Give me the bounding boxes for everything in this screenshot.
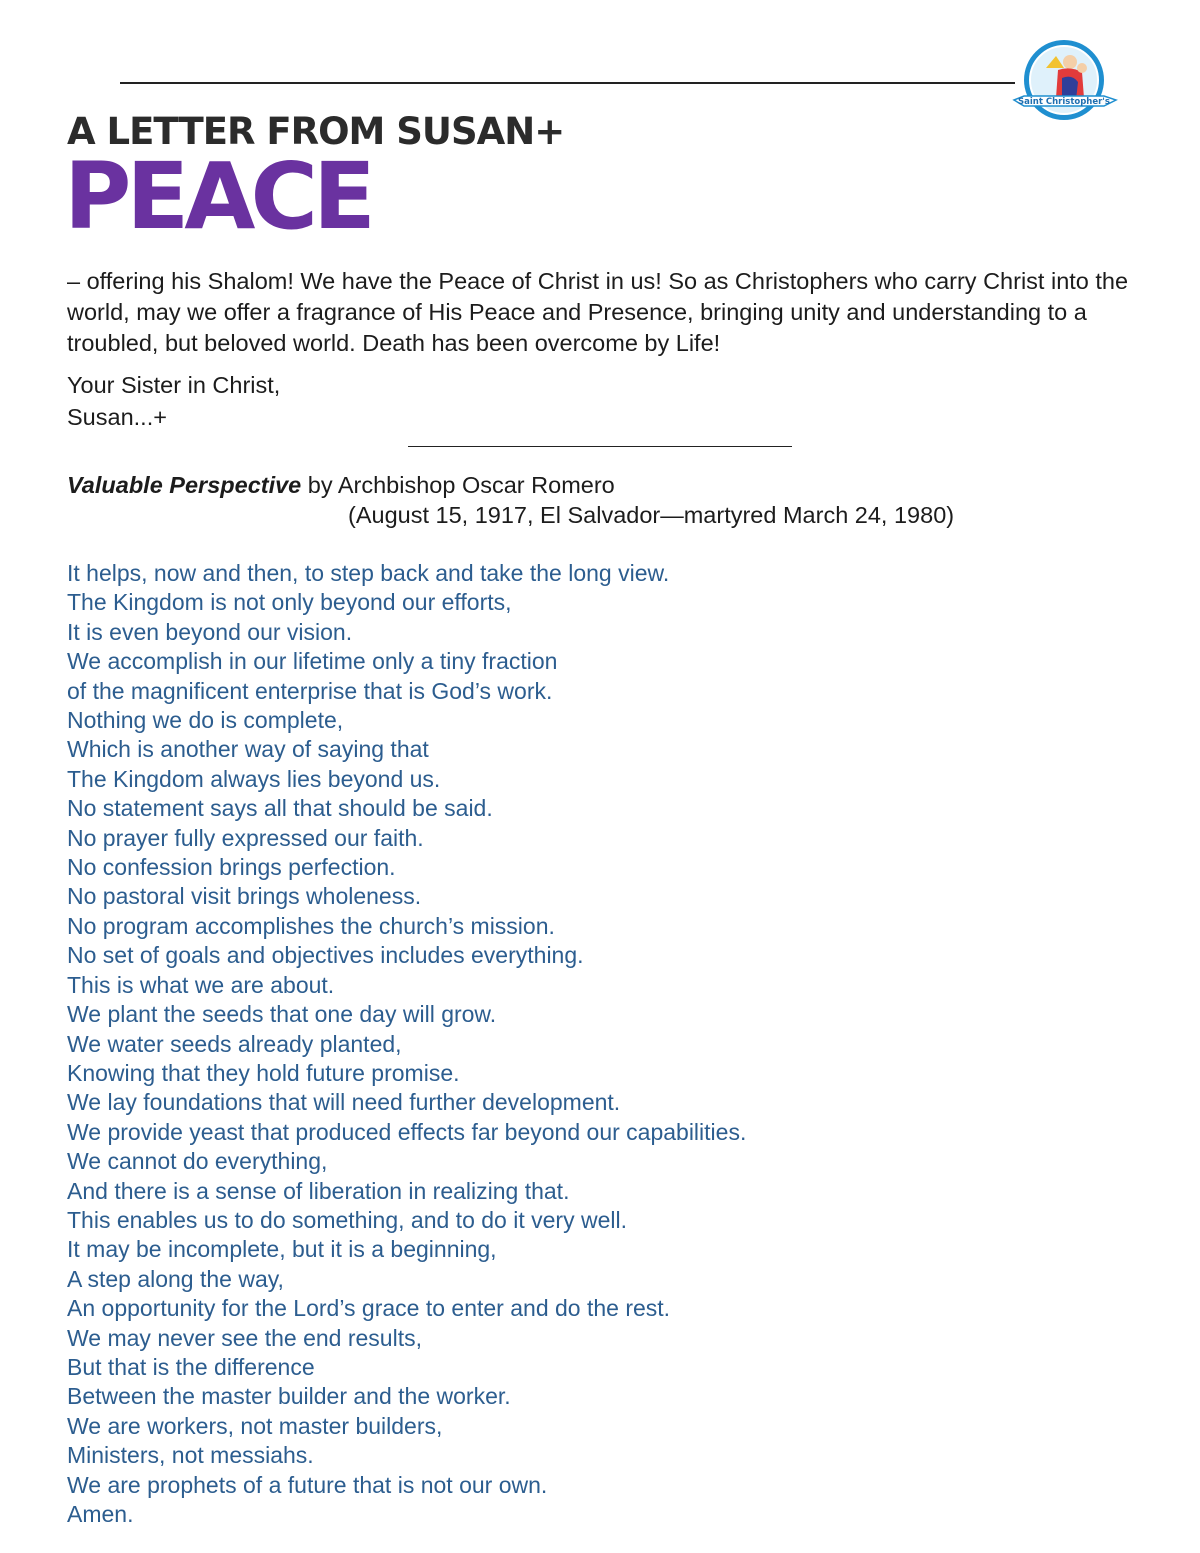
- poem-line: And there is a sense of liberation in realizing that.: [67, 1177, 570, 1204]
- poem-line: No program accomplishes the church’s mission.: [67, 912, 555, 939]
- poem-line: We plant the seeds that one day will grow.: [67, 1001, 497, 1028]
- church-logo: [1012, 38, 1122, 128]
- poem-line: Ministers, not messiahs.: [67, 1442, 314, 1469]
- poem-line: No confession brings perfection.: [67, 854, 396, 881]
- poem-line: We water seeds already planted,: [67, 1030, 402, 1057]
- page-title: PEACE: [64, 143, 371, 250]
- poem-line: An opportunity for the Lord’s grace to enter and do the rest.: [67, 1295, 671, 1322]
- poem-line: We are prophets of a future that is not our own.: [67, 1471, 548, 1498]
- poem-line: We provide yeast that produced effects far beyond our capabilities.: [67, 1118, 747, 1145]
- poem-line: But that is the difference: [67, 1353, 315, 1380]
- poem-line: Nothing we do is complete,: [67, 707, 344, 734]
- poem-line: No prayer fully expressed our faith.: [67, 824, 424, 851]
- poem-line: It helps, now and then, to step back and take the long view.: [67, 560, 670, 586]
- poem-text: [67, 559, 746, 1529]
- section-divider: [408, 446, 792, 447]
- poem-line: We accomplish in our lifetime only a tiny fraction: [67, 648, 558, 675]
- poem-line: No pastoral visit brings wholeness.: [67, 883, 422, 910]
- poem-title: Valuable Perspective: [67, 472, 302, 498]
- letter-paragraph: – offering his Shalom! We have the Peace of Christ in us! So as Christophers who carry Christ into the world, may we offer a fragrance of His Peace and Presence, bringing unity and understanding to a troubled, but beloved world. Death has been overcome by Life!: [67, 268, 1129, 356]
- poem-line: The Kingdom is not only beyond our efforts,: [67, 589, 512, 616]
- poem-line: This is what we are about.: [67, 971, 335, 998]
- closing-line: Your Sister in Christ,: [67, 372, 281, 398]
- poem-line: It may be incomplete, but it is a beginning,: [67, 1236, 497, 1263]
- poem-line: Between the master builder and the worker.: [67, 1383, 511, 1410]
- author-dates: (August 15, 1917, El Salvador—martyred March 24, 1980): [348, 502, 955, 528]
- poem-line: Knowing that they hold future promise.: [67, 1059, 460, 1086]
- header-divider: [120, 82, 1015, 84]
- poem-line: Amen.: [67, 1501, 134, 1527]
- letter-body: [67, 266, 1167, 359]
- poem-line: We may never see the end results,: [67, 1324, 422, 1351]
- poem-line: No statement says all that should be said.: [67, 795, 493, 822]
- signature: Susan...+: [67, 404, 167, 430]
- poem-line: We are workers, not master builders,: [67, 1412, 443, 1439]
- poem-author: by Archbishop Oscar Romero: [301, 472, 615, 498]
- poem-byline: [67, 470, 615, 500]
- poem-line: This enables us to do something, and to do it very well.: [67, 1206, 627, 1233]
- logo-text: Saint Christopher's: [1018, 97, 1110, 107]
- letter-kicker: A LETTER FROM SUSAN+: [67, 110, 565, 153]
- poem-line: It is even beyond our vision.: [67, 618, 353, 645]
- poem-line: No set of goals and objectives includes everything.: [67, 942, 584, 969]
- poem-line: We cannot do everything,: [67, 1148, 328, 1175]
- poem-line: The Kingdom always lies beyond us.: [67, 765, 441, 792]
- poem-line: Which is another way of saying that: [67, 736, 429, 763]
- letter-signoff: [67, 369, 280, 433]
- poem-line: A step along the way,: [67, 1265, 284, 1292]
- poem-line: We lay foundations that will need further development.: [67, 1089, 621, 1116]
- poem-line: of the magnificent enterprise that is God’s work.: [67, 677, 553, 704]
